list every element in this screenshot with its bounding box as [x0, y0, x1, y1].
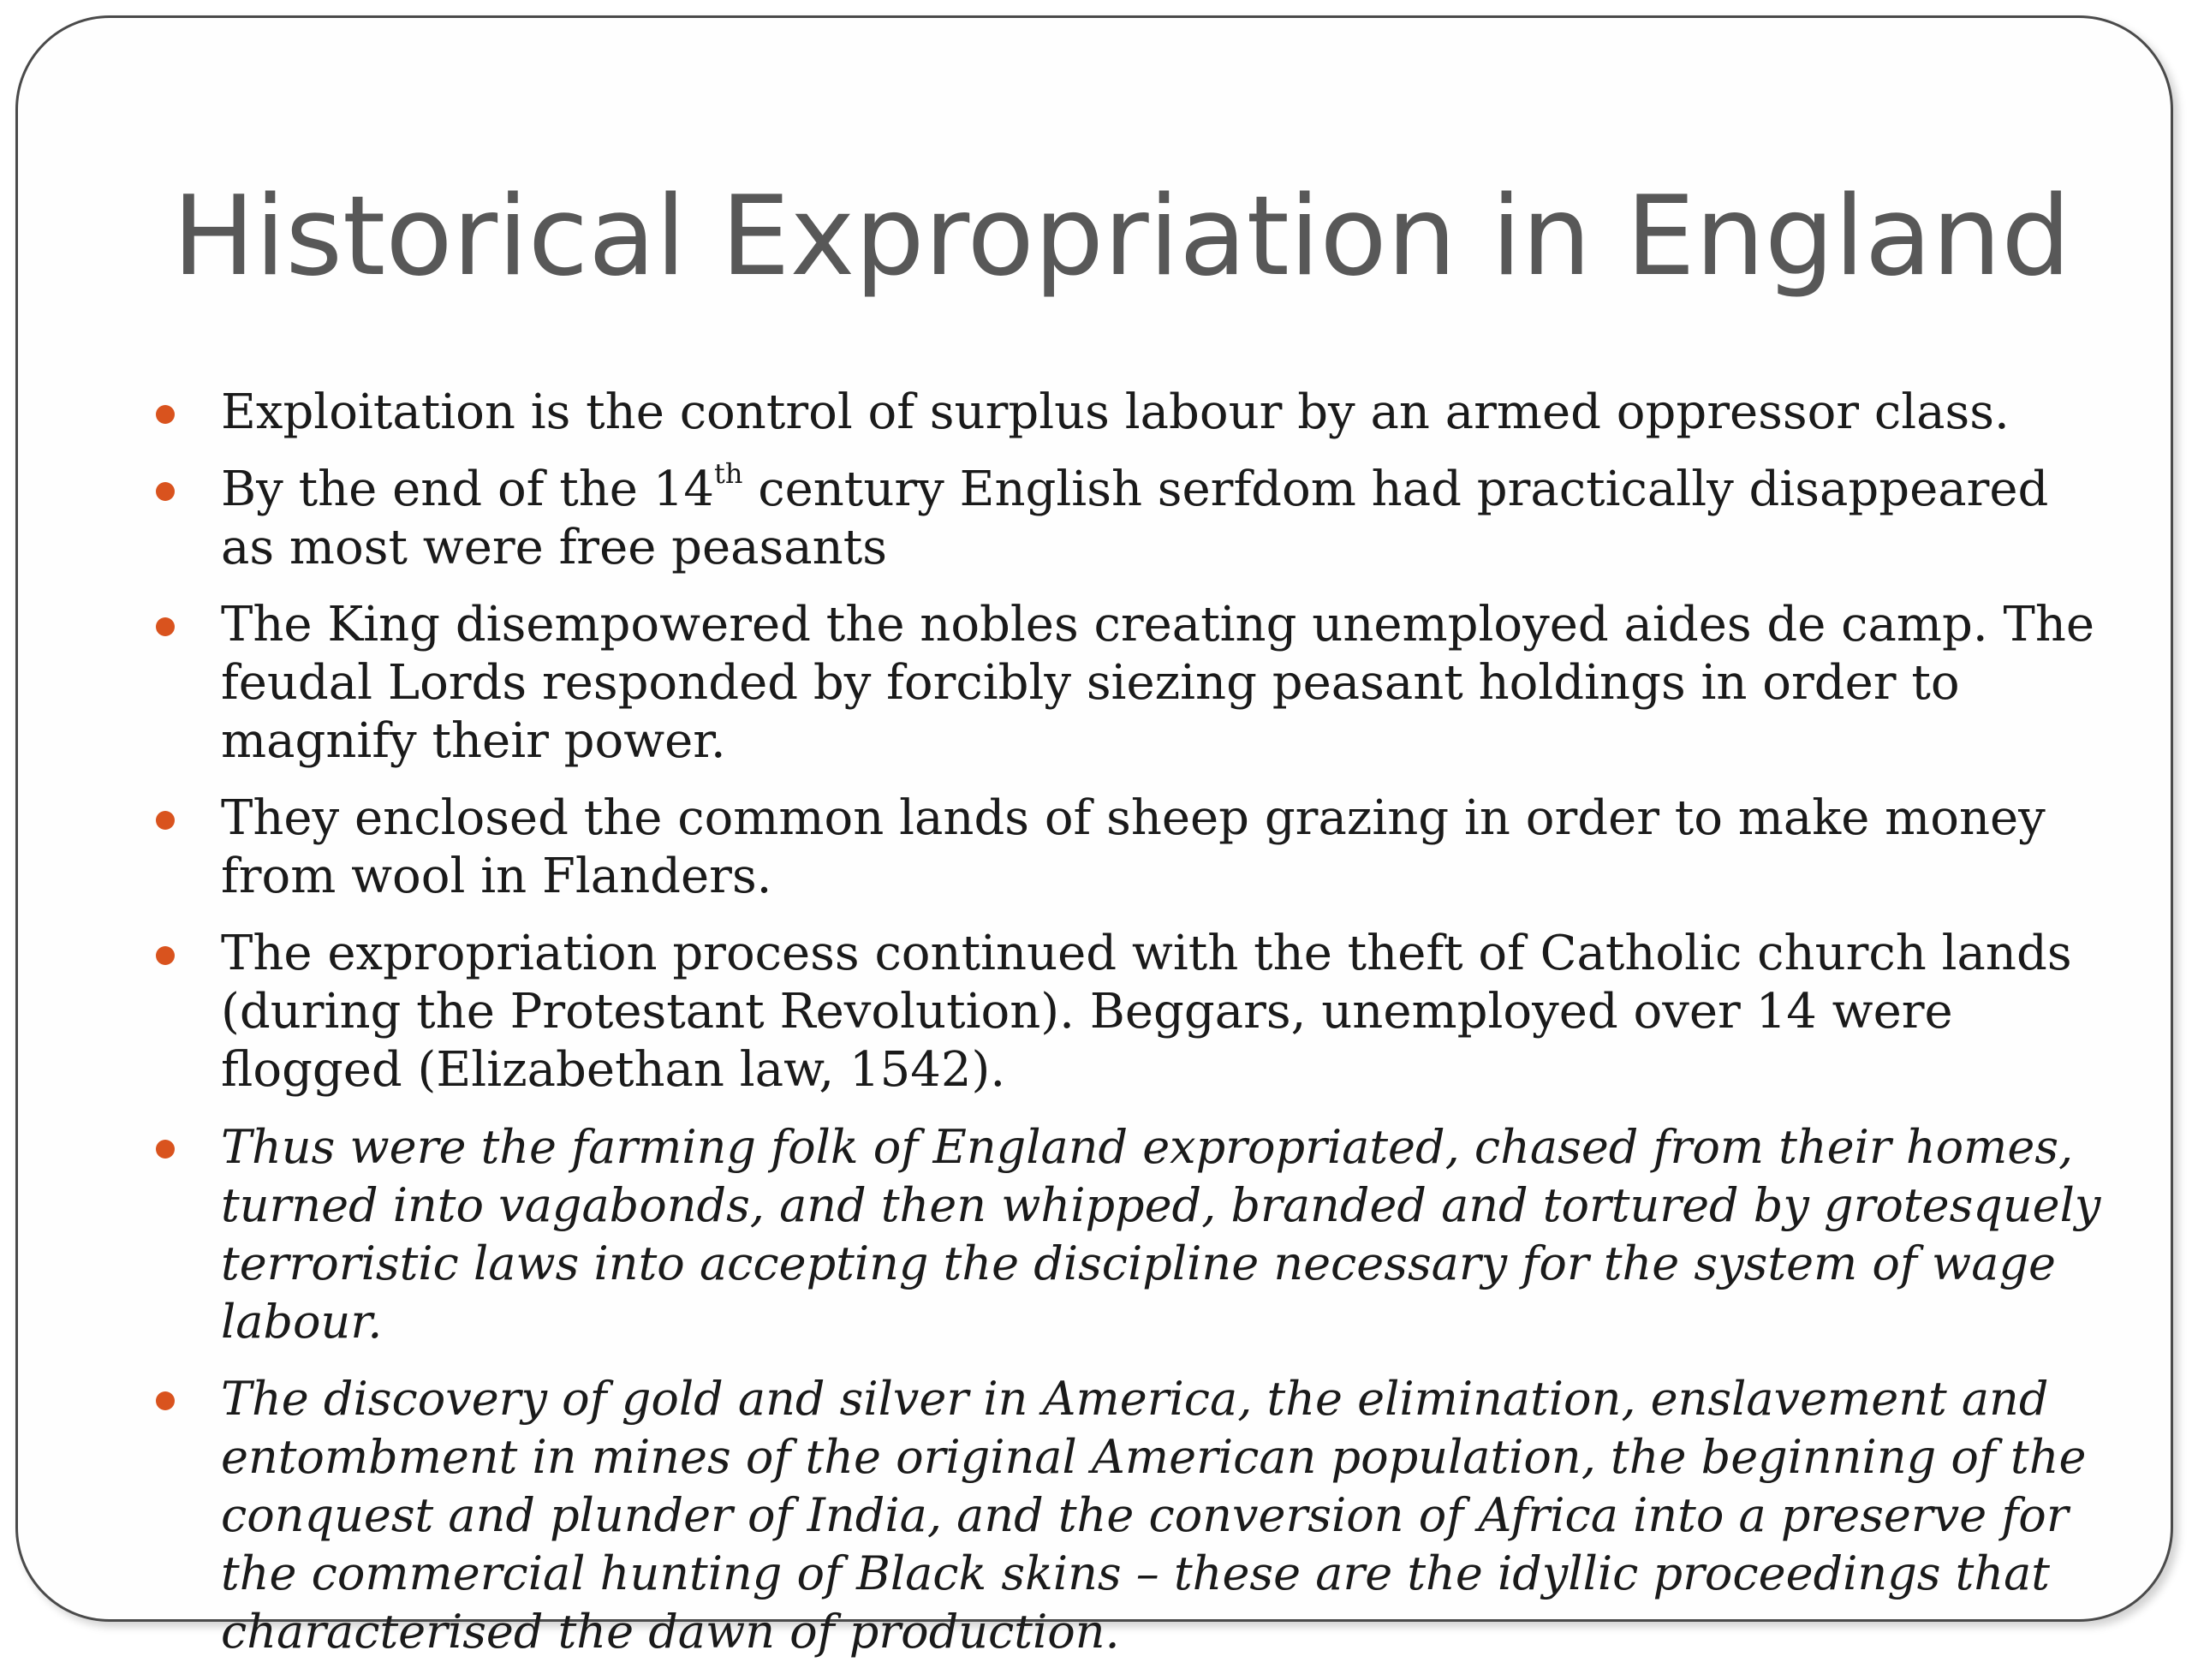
bullet-item-7 — [221, 1370, 2105, 1661]
bullet-item-6 — [221, 1118, 2105, 1351]
bullet-dot-icon — [156, 617, 175, 636]
bullet-dot-icon — [156, 1140, 175, 1159]
bullet-text-2-after: century English serfdom had practically disappeared as most were free peasants — [221, 462, 2049, 575]
bullet-item-3 — [221, 596, 2105, 771]
bullet-text-1: Exploitation is the control of surplus labour by an armed oppressor class. — [221, 384, 2010, 440]
bullet-text-2-superscript: th — [713, 457, 743, 490]
bullet-item-5 — [221, 925, 2105, 1099]
slide-title: Historical Expropriation in England — [172, 173, 2071, 301]
bullet-text-3: The King disempowered the nobles creating unemployed aides de camp. The feudal Lords responded by forcibly siezing peasant holdings in order to magnify their power. — [221, 597, 2095, 769]
bullet-dot-icon — [156, 405, 175, 424]
bullet-item-1 — [221, 384, 2105, 442]
bullet-dot-icon — [156, 811, 175, 830]
bullet-text-6: Thus were the farming folk of England expropriated, chased from their homes, turned into vagabonds, and then whipped, branded and tortured by grotesquely terroristic laws into accepting the discipline necessary for the system of wage labour. — [221, 1120, 2101, 1349]
bullet-item-2 — [221, 457, 2105, 577]
bullet-dot-icon — [156, 946, 175, 965]
bullet-text-2-before: By the end of the 14 — [221, 462, 714, 517]
bullet-list — [221, 384, 2105, 1680]
bullet-text-5: The expropriation process continued with the theft of Catholic church lands (during the Protestant Revolution). Beggars, unemployed over 14 were flogged (Elizabethan law, 1542). — [221, 926, 2072, 1098]
bullet-dot-icon — [156, 482, 175, 501]
bullet-item-4 — [221, 789, 2105, 906]
bullet-text-4: They enclosed the common lands of sheep grazing in order to make money from wool in Flanders. — [221, 790, 2046, 904]
bullet-dot-icon — [156, 1391, 175, 1410]
bullet-text-7: The discovery of gold and silver in America, the elimination, enslavement and entombment in mines of the original American population, the beginning of the conquest and plunder of India, and the conversion of Africa into a preserve for the commercial hunting of Black skins – these are the idyllic proceedings that characterised the dawn of production. — [221, 1372, 2087, 1659]
